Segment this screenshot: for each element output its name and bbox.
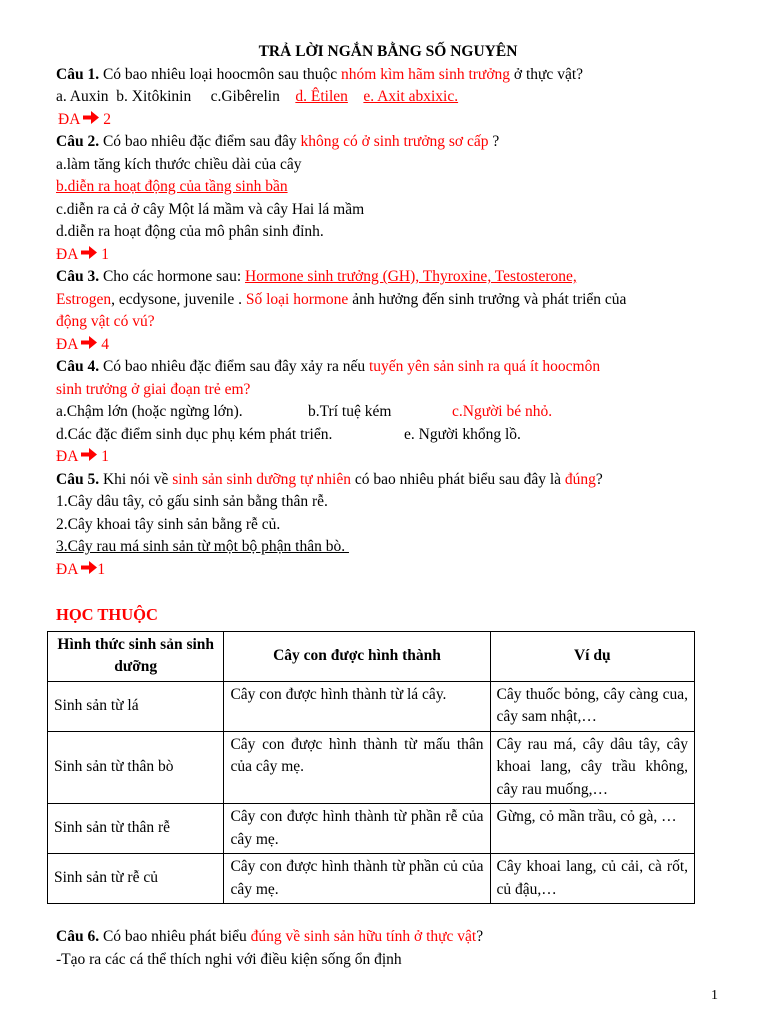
answer-label: ĐA xyxy=(56,335,82,353)
question-1 xyxy=(56,64,720,87)
question-3-answer xyxy=(56,334,720,357)
right-arrow-icon xyxy=(81,559,97,582)
question-4-text: Có bao nhiêu đặc điểm sau đây xảy ra nếu xyxy=(99,358,369,375)
right-arrow-icon xyxy=(81,446,97,469)
question-2-option-d: d.diễn ra hoạt động của mô phân sinh đỉnh. xyxy=(56,223,324,240)
question-4-highlight: tuyến yên sản sinh ra quá ít hoocmôn xyxy=(368,358,601,375)
page-title: TRẢ LỜI NGẮN BẰNG SỐ NGUYÊN xyxy=(258,43,518,60)
question-1-answer xyxy=(56,109,720,132)
table-cell-formation: Cây con được hình thành từ mấu thân của cây mẹ. xyxy=(224,731,490,804)
answer-label: ĐA xyxy=(56,560,82,578)
question-1-text-end: ở thực vật? xyxy=(510,65,584,83)
question-4-option-e: e. Người khổng lồ. xyxy=(404,425,521,443)
table-cell-example: Cây thuốc bỏng, cây càng cua, cây sam nhật,… xyxy=(490,681,694,731)
question-6-statement-1: -Tạo ra các cá thể thích nghi với điều kiện sống ổn định xyxy=(56,950,402,968)
question-3-line-2 xyxy=(56,289,720,312)
question-1-options xyxy=(56,86,720,109)
question-6-text: Có bao nhiêu phát biểu xyxy=(99,928,251,945)
question-2-highlight: không có ở sinh trưởng sơ cấp xyxy=(300,133,489,150)
question-4-label: Câu 4. xyxy=(56,358,100,375)
right-arrow-icon xyxy=(81,334,97,357)
document-content xyxy=(56,41,720,971)
vegetative-reproduction-table xyxy=(47,631,695,905)
question-6-highlight: đúng về sinh sản hữu tính ở thực vật xyxy=(250,928,477,945)
question-3-label: Câu 3. xyxy=(56,268,100,285)
question-1-option-gap xyxy=(348,88,364,105)
answer-value: 1 xyxy=(97,245,110,263)
question-4 xyxy=(56,356,720,379)
question-3-text-b: , ecdysone, juvenile . xyxy=(111,290,246,308)
question-4-options-2 xyxy=(56,424,720,447)
question-5-label: Câu 5. xyxy=(56,470,100,488)
question-2 xyxy=(56,131,720,154)
question-2-text: Có bao nhiêu đặc điểm sau đây xyxy=(99,133,301,150)
study-heading: HỌC THUỘC xyxy=(56,605,158,624)
question-5 xyxy=(56,469,720,492)
table-header-row xyxy=(48,631,695,681)
answer-label: ĐA xyxy=(56,448,82,465)
table-row xyxy=(48,731,695,804)
question-3-line-3: động vật có vú? xyxy=(56,313,155,330)
question-3-text: Cho các hormone sau: xyxy=(99,268,245,285)
table-row xyxy=(48,854,695,904)
table-row xyxy=(48,681,695,731)
question-6-text-end: ? xyxy=(476,928,484,945)
question-1-highlight: nhóm kìm hãm sinh trưởng xyxy=(341,65,511,83)
table-cell-formation: Cây con được hình thành từ phần rễ của cây mẹ. xyxy=(224,804,490,854)
table-cell-form: Sinh sản từ lá xyxy=(48,681,224,731)
question-2-label: Câu 2. xyxy=(56,133,100,150)
question-5-text: Khi nói về xyxy=(99,470,173,488)
question-4-line-2: sinh trưởng ở giai đoạn trẻ em? xyxy=(56,380,251,398)
answer-label: ĐA xyxy=(58,110,84,128)
right-arrow-icon xyxy=(83,109,99,132)
question-1-option-e: e. Axit abxixic. xyxy=(363,88,459,105)
table-cell-form: Sinh sản từ thân rễ xyxy=(48,804,224,854)
table-cell-formation: Cây con được hình thành từ phần củ của cây mẹ. xyxy=(224,854,490,904)
question-3 xyxy=(56,266,720,289)
question-3-estrogen: Estrogen xyxy=(56,290,112,308)
question-1-text: Có bao nhiêu loại hoocmôn sau thuộc xyxy=(99,65,342,83)
question-5-text-b: có bao nhiêu phát biểu sau đây là xyxy=(350,470,565,488)
question-4-answer xyxy=(56,446,720,469)
table-header-example: Ví dụ xyxy=(490,631,694,681)
question-5-highlight-2: đúng xyxy=(564,470,596,488)
table-cell-formation: Cây con được hình thành từ lá cây. xyxy=(224,681,490,731)
question-4-option-b: b.Trí tuệ kém xyxy=(308,403,392,420)
question-2-option-a: a.làm tăng kích thước chiều dài của cây xyxy=(56,155,302,173)
question-6 xyxy=(56,926,720,949)
table-cell-form: Sinh sản từ rễ củ xyxy=(48,854,224,904)
question-2-option-c: c.diễn ra cả ở cây Một lá mầm và cây Hai lá mầm xyxy=(56,200,365,218)
question-3-text-c: ảnh hưởng đến sinh trưởng và phát triển của xyxy=(348,290,627,308)
question-4-options-1 xyxy=(56,401,720,424)
answer-value: 1 xyxy=(97,448,110,465)
question-4-option-c: c.Người bé nhỏ. xyxy=(452,403,553,420)
table-header-formation: Cây con được hình thành xyxy=(224,631,490,681)
question-4-option-d: d.Các đặc điểm sinh dục phụ kém phát triển. xyxy=(56,425,333,443)
question-1-label: Câu 1. xyxy=(56,65,100,83)
question-1-option-d: d. Êtilen xyxy=(295,88,348,105)
question-1-options-plain: a. Auxin b. Xitôkinin c.Gibêrelin xyxy=(56,88,296,105)
table-header-form: Hình thức sinh sản sinh dưỡng xyxy=(48,631,224,681)
question-5-text-c: ? xyxy=(595,470,603,488)
question-2-option-b: b.diễn ra hoạt động của tầng sinh bần xyxy=(56,178,288,195)
question-2-text-end: ? xyxy=(488,133,500,150)
question-5-statement-1: 1.Cây dâu tây, cỏ gấu sinh sản bằng thân rễ. xyxy=(56,493,328,510)
table-cell-form: Sinh sản từ thân bò xyxy=(48,731,224,804)
right-arrow-icon xyxy=(81,244,97,267)
table-cell-example: Cây rau má, cây dâu tây, cây khoai lang, cây trầu không, cây rau muống,… xyxy=(490,731,694,804)
question-3-highlight: Số loại hormone xyxy=(245,290,349,308)
table-row xyxy=(48,804,695,854)
table-cell-example: Gừng, cỏ mần trầu, cỏ gà, … xyxy=(490,804,694,854)
question-3-hormones: Hormone sinh trưởng (GH), Thyroxine, Testosterone, xyxy=(245,268,577,285)
answer-label: ĐA xyxy=(56,245,82,263)
answer-value: 1 xyxy=(97,560,106,578)
question-5-statement-3: 3.Cây rau má sinh sản từ một bộ phận thân bò. xyxy=(56,538,349,555)
question-5-statement-2: 2.Cây khoai tây sinh sản bằng rễ củ. xyxy=(56,515,281,533)
question-4-option-a: a.Chậm lớn (hoặc ngừng lớn). xyxy=(56,403,243,420)
question-2-answer xyxy=(56,244,720,267)
answer-value: 2 xyxy=(99,110,112,128)
question-6-label: Câu 6. xyxy=(56,928,100,945)
table-cell-example: Cây khoai lang, củ cải, cà rốt, củ đậu,… xyxy=(490,854,694,904)
question-5-answer xyxy=(56,559,720,582)
answer-value: 4 xyxy=(97,335,110,353)
question-5-highlight: sinh sản sinh dưỡng tự nhiên xyxy=(172,470,351,488)
page-number: 1 xyxy=(711,988,718,1003)
